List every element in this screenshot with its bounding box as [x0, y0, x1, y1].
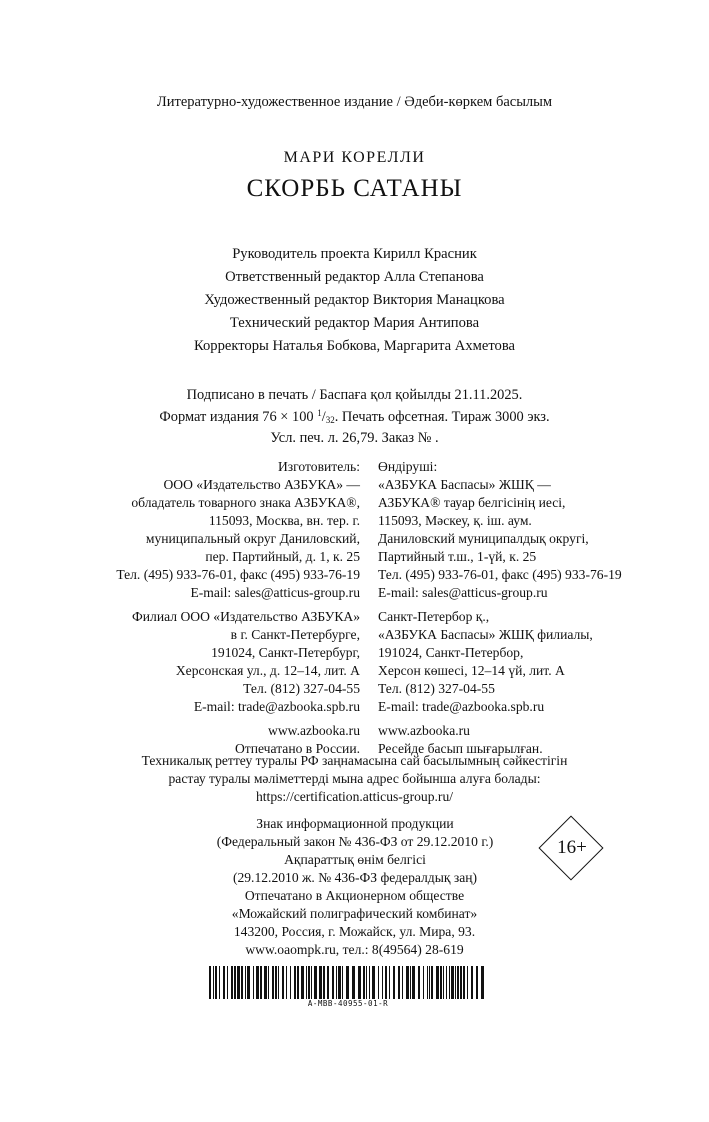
branch-kz-line: Тел. (812) 327-04-55 — [378, 681, 495, 696]
printer-info — [0, 887, 709, 959]
format-suffix: . Печать офсетная. Тираж 3000 экз. — [334, 409, 550, 425]
credit-line: Художественный редактор Виктория Манацкова — [204, 292, 505, 308]
credit-line: Технический редактор Мария Антипова — [229, 315, 480, 331]
manufacturer-ru-line: 115093, Москва, вн. тер. г. — [208, 513, 360, 528]
branch-kz-line: 191024, Санкт-Петербор, — [378, 645, 524, 660]
format-numerator: 1 — [317, 408, 322, 418]
branch-ru-line: E-mail: trade@azbooka.spb.ru — [193, 699, 360, 714]
age-rating-badge — [538, 815, 606, 883]
certification-line: растау туралы мәліметтерді мына адрес бойынша алуға болады: — [168, 771, 541, 786]
branch-kz-line: E-mail: trade@azbooka.spb.ru — [378, 699, 545, 714]
manufacturer-kz — [378, 458, 678, 602]
branch-ru-line: Филиал ООО «Издательство АЗБУКА» — [132, 609, 360, 624]
branch-ru-line: 191024, Санкт-Петербург, — [211, 645, 360, 660]
barcode-icon — [208, 966, 488, 999]
manufacturer-kz-line: E-mail: sales@atticus-group.ru — [378, 585, 548, 600]
edition-type: Литературно-художественное издание / Әдеби-көркем басылым — [156, 94, 553, 110]
certification-line: Техникалық реттеу туралы РФ заңнамасына сай басылымның сәйкестігін — [141, 753, 568, 768]
sheets-line: Усл. печ. л. 26,79. Заказ № . — [270, 430, 439, 446]
format-line: Формат издания 76 × 100 $^1/_{32}$. Печать офсетная. Тираж 3000 экз. — [159, 408, 550, 425]
credit-line: Руководитель проекта Кирилл Красник — [232, 246, 477, 262]
manufacturer-kz-line: Өндіруші: — [378, 459, 438, 474]
branch-kz-line: Херсон көшесі, 12–14 үй, лит. А — [378, 663, 565, 678]
certification-note — [0, 752, 709, 806]
book-author: МАРИ КОРЕЛЛИ — [283, 149, 426, 166]
website-kz: www.azbooka.ru — [378, 723, 470, 738]
manufacturer-ru-line: Тел. (495) 933-76-01, факс (495) 933-76-19 — [116, 567, 360, 582]
age-rating: 16+ — [557, 837, 587, 858]
website-ru: www.azbooka.ru — [268, 723, 360, 738]
manufacturer-kz-line: Тел. (495) 933-76-01, факс (495) 933-76-19 — [378, 567, 622, 582]
info-product-text — [180, 815, 530, 887]
printer-line: «Можайский полиграфический комбинат» — [231, 906, 478, 921]
info-label-line: Ақпараттық өнім белгісі — [284, 852, 426, 867]
manufacturer-kz-line: «АЗБУКА Баспасы» ЖШҚ — — [378, 477, 551, 492]
book-title: СКОРБЬ САТАНЫ — [246, 175, 463, 202]
printer-line: www.oaompk.ru, тел.: 8(49564) 28-619 — [245, 942, 464, 957]
manufacturer-ru-line: Изготовитель: — [277, 459, 360, 474]
kazakh-column — [378, 458, 678, 758]
branch-kz-line: «АЗБУКА Баспасы» ЖШҚ филиалы, — [378, 627, 593, 642]
info-label-line: (Федеральный закон № 436-ФЗ от 29.12.2010 г.) — [216, 834, 494, 849]
credit-line: Ответственный редактор Алла Степанова — [225, 269, 484, 285]
manufacturer-ru-line: пер. Партийный, д. 1, к. 25 — [205, 549, 360, 564]
info-label-line: (29.12.2010 ж. № 436-ФЗ федералдық заң) — [232, 870, 478, 885]
branch-ru-line: Херсонская ул., д. 12–14, лит. А — [175, 663, 360, 678]
certification-url: https://certification.atticus-group.ru/ — [255, 789, 454, 804]
barcode-text: A-MBB-40955-01-R — [307, 999, 389, 1008]
manufacturer-ru-line: муниципальный округ Даниловский, — [145, 531, 360, 546]
russian-column — [40, 458, 360, 758]
printer-line: Отпечатано в Акционерном обществе — [244, 888, 465, 903]
branch-ru-line: в г. Санкт-Петербурге, — [230, 627, 360, 642]
credit-line: Корректоры Наталья Бобкова, Маргарита Ахметова — [193, 338, 516, 354]
manufacturer-kz-line: Даниловский муниципалдық округі, — [378, 531, 589, 546]
printed-in-kz: Ресейде басып шығарылған. — [378, 741, 543, 756]
manufacturer-ru-line: ООО «Издательство АЗБУКА» — — [163, 477, 360, 492]
info-label-line: Знак информационной продукции — [256, 816, 454, 831]
manufacturer-kz-line: 115093, Мәскеу, қ. іш. аум. — [378, 513, 532, 528]
branch-ru-line: Тел. (812) 327-04-55 — [243, 681, 360, 696]
printer-line: 143200, Россия, г. Можайск, ул. Мира, 93. — [233, 924, 476, 939]
manufacturer-ru-line: E-mail: sales@atticus-group.ru — [190, 585, 360, 600]
branch-kz — [378, 608, 678, 716]
manufacturer-ru-line: обладатель товарного знака АЗБУКА®, — [131, 495, 360, 510]
manufacturer-kz-line: АЗБУКА® тауар белгісінің иесі, — [378, 495, 566, 510]
printed-in-ru: Отпечатано в России. — [234, 741, 360, 756]
credits-block — [0, 243, 709, 358]
manufacturer-kz-line: Партийный т.ш., 1-үй, к. 25 — [378, 549, 537, 564]
format-denominator: 32 — [325, 415, 335, 425]
branch-kz-line: Санкт-Петербор қ., — [378, 609, 490, 624]
branch-ru — [40, 608, 360, 716]
print-details — [0, 386, 709, 447]
manufacturer-ru — [40, 458, 360, 602]
format-prefix: Формат издания 76 × 100 — [159, 409, 318, 425]
signed-line: Подписано в печать / Баспаға қол қойылды 21.11.2025. — [186, 387, 523, 403]
